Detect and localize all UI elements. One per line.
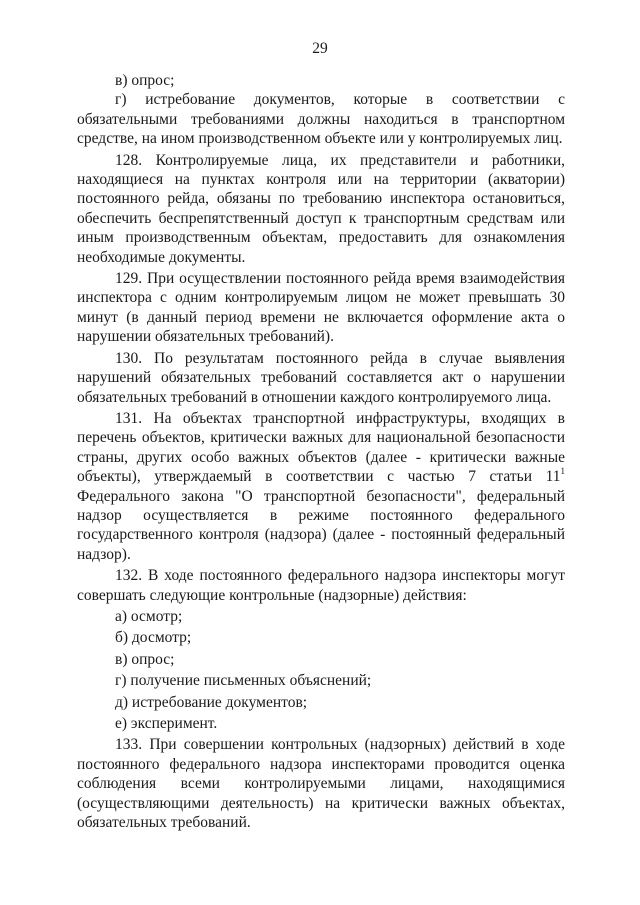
action-document-request: д) истребование документов; [115, 693, 308, 711]
paragraph-131 [77, 409, 565, 564]
paragraph-133: 133. При совершении контрольных (надзорных) действий в ходе постоянного федерального надзора инспекторами проводится оценка соблюдения всеми контролируемыми лицами, находящимися (осуществляющими деятельность) на критически важных объектах, обязательных требований. [77, 736, 565, 832]
paragraph-128: 128. Контролируемые лица, их представители и работники, находящиеся на пунктах контроля или на территории (акватории) постоянного рейда, обязаны по требованию инспектора остановиться, обеспечить беспрепятственный доступ к транспортным средствам или иным производственным объектам, предоставить для ознакомления необходимые документы. [77, 151, 565, 266]
superscript-1: 1 [560, 465, 565, 476]
paragraph-131-text: 131. На объектах транспортной инфраструктуры, входящих в перечень объектов, критически важных для национальной безопасности страны, других особо важных объектов (далее - критически важные объекты), утверждаемый в соответствии с частью 7 статьи 11 [77, 409, 565, 486]
paragraph-132: 132. В ходе постоянного федерального надзора инспекторы могут совершать следующие контрольные (надзорные) действия: [77, 567, 565, 604]
list-item-document-request: г) истребование документов, которые в соответствии с обязательными требованиями должны находиться в транспортном средстве, на ином производственном объекте или у контролируемых лиц. [77, 91, 565, 148]
page-number: 29 [312, 40, 328, 57]
paragraph-131-text-cont: Федерального закона "О транспортной безопасности", федеральный надзор осуществляется в режиме постоянного федерального государственного контроля (надзора) (далее - постоянный федеральный надзор). [77, 487, 565, 563]
action-experiment: е) эксперимент. [115, 715, 218, 732]
action-inspection: а) осмотр; [115, 607, 183, 625]
document-body [77, 71, 565, 832]
action-survey: в) опрос; [115, 650, 175, 668]
paragraph-129: 129. При осуществлении постоянного рейда время взаимодействия инспектора с одним контролируемым лицом не может превышать 30 минут (в данный период времени не включается оформление акта о нарушении обязательных требований). [77, 270, 565, 346]
list-item-survey: в) опрос; [115, 72, 175, 89]
action-search: б) досмотр; [115, 629, 192, 647]
paragraph-130: 130. По результатам постоянного рейда в случае выявления нарушений обязательных требований составляется акт о нарушении обязательных требований в отношении каждого контролируемого лица. [77, 349, 565, 406]
action-written-explanations: г) получение письменных объяснений; [115, 672, 372, 690]
